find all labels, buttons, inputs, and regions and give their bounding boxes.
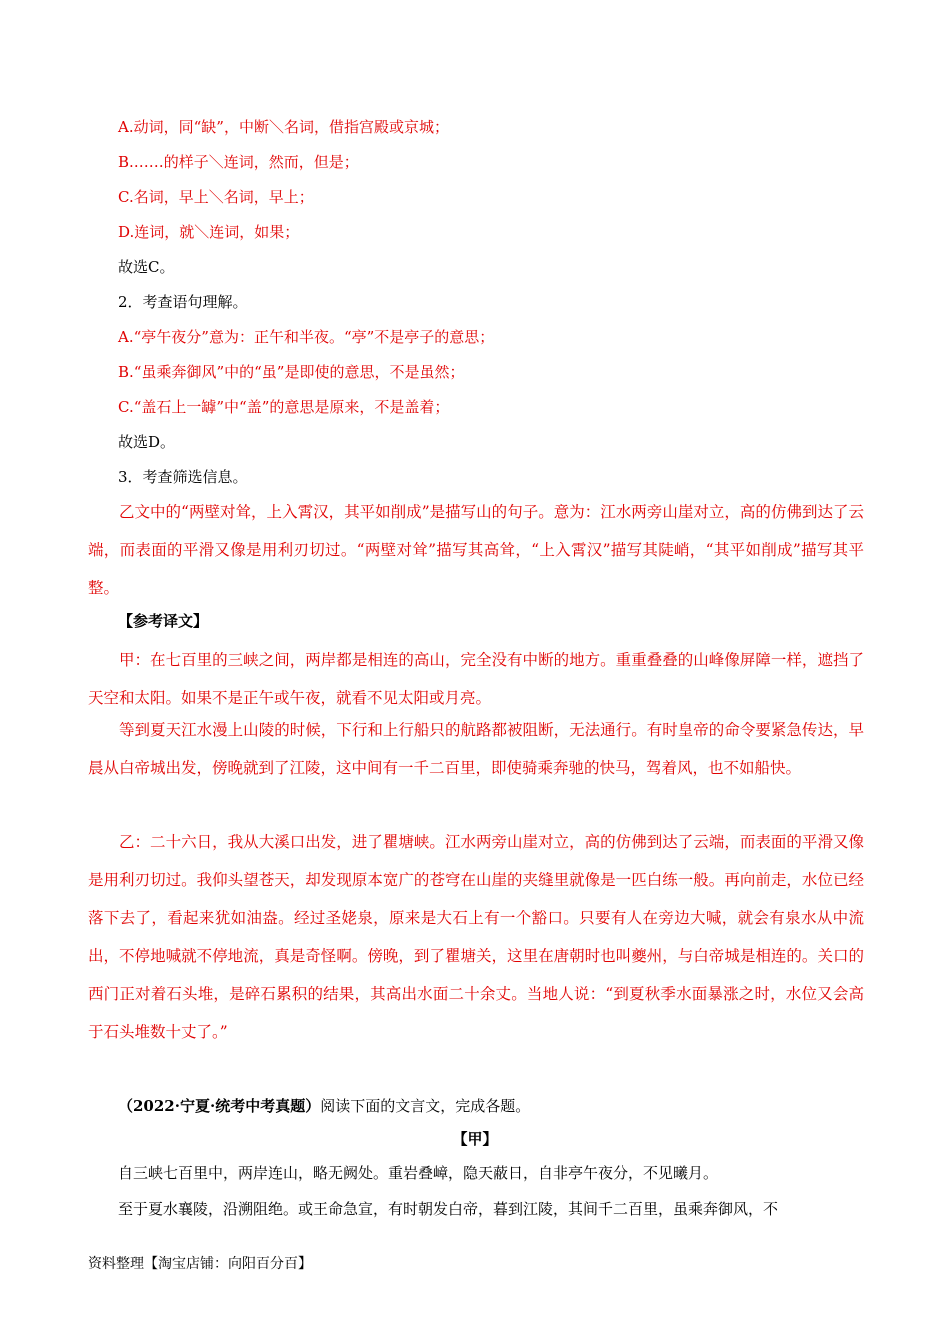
question-instruction: 阅读下面的文言文，完成各题。 [320, 1097, 531, 1115]
part-label: 【甲】 [452, 1130, 498, 1148]
answer-line-a: A.动词，同“缺”，中断＼名词，借指宫殿或京城； [118, 118, 449, 136]
answer-line-d: D.连词，就＼连词，如果； [118, 223, 300, 241]
q2-line-a: A.“亭午夜分”意为：正午和半夜。“亭”不是亭子的意思； [118, 328, 495, 346]
translation-paragraph-2: 等到夏天江水漫上山陵的时候，下行和上行船只的航路都被阻断，无法通行。有时皇帝的命令要紧急传达，早晨从白帝城出发，傍晚就到了江陵，这中间有一千二百里，即使骑乘奔驰的快马，驾着风，也不如船快。 [88, 721, 864, 777]
q2-line-c: C.“盖石上一罅”中“盖”的意思是原来，不是盖着； [118, 398, 450, 416]
answer-choice-2: 故选D。 [118, 433, 176, 451]
source-text-line-2: 至于夏水襄陵，沿溯阻绝。或王命急宣，有时朝发白帝，暮到江陵，其间千二百里，虽乘奔御风，不 [118, 1200, 779, 1218]
question-source: （2022·宁夏·统考中考真题） [118, 1097, 321, 1115]
q3-explanation: 乙文中的“两壁对耸，上入霄汉，其平如削成”是描写山的句子。意为：江水两旁山崖对立，高的仿佛到达了云端，而表面的平滑又像是用利刃切过。“两壁对耸”描写其高耸，“上入霄汉”描写其陡峭，“其平如削成”描写其平整。 [88, 503, 864, 597]
answer-line-c: C.名词，早上＼名词，早上； [118, 188, 314, 206]
q2-line-b: B.“虽乘奔御风”中的“虽”是即使的意思，不是虽然； [118, 363, 465, 381]
footer-note: 资料整理【淘宝店铺：向阳百分百】 [88, 1256, 312, 1272]
question-3-heading: 3．考查筛选信息。 [118, 468, 248, 486]
answer-line-b: B.……的样子＼连词，然而，但是； [118, 153, 359, 171]
source-text-line-1: 自三峡七百里中，两岸连山，略无阙处。重岩叠嶂，隐天蔽日，自非亭午夜分，不见曦月。 [118, 1164, 719, 1182]
question-2-heading: 2．考查语句理解。 [118, 293, 248, 311]
translation-paragraph-1: 甲：在七百里的三峡之间，两岸都是相连的高山，完全没有中断的地方。重重叠叠的山峰像屏障一样，遮挡了天空和太阳。如果不是正午或午夜，就看不见太阳或月亮。 [88, 651, 864, 707]
next-question-intro [118, 1096, 530, 1116]
translation-heading: 【参考译文】 [118, 612, 209, 630]
answer-choice-1: 故选C。 [118, 258, 175, 276]
translation-paragraph-3: 乙：二十六日，我从大溪口出发，进了瞿塘峡。江水两旁山崖对立，高的仿佛到达了云端，而表面的平滑又像是用利刃切过。我仰头望苍天，却发现原本宽广的苍穹在山崖的夹缝里就像是一匹白练一般。再向前走，水位已经落下去了，看起来犹如油盎。经过圣姥泉，原来是大石上有一个豁口。只要有人在旁边大喊，就会有泉水从中流出，不停地喊就不停地流，真是奇怪啊。傍晚，到了瞿塘关，这里在唐朝时也叫夔州，与白帝城是相连的。关口的西门正对着石头堆，是碎石累积的结果，其高出水面二十余丈。当地人说：“到夏秋季水面暴涨之时，水位又会高于石头堆数十丈了。” [88, 833, 864, 1041]
